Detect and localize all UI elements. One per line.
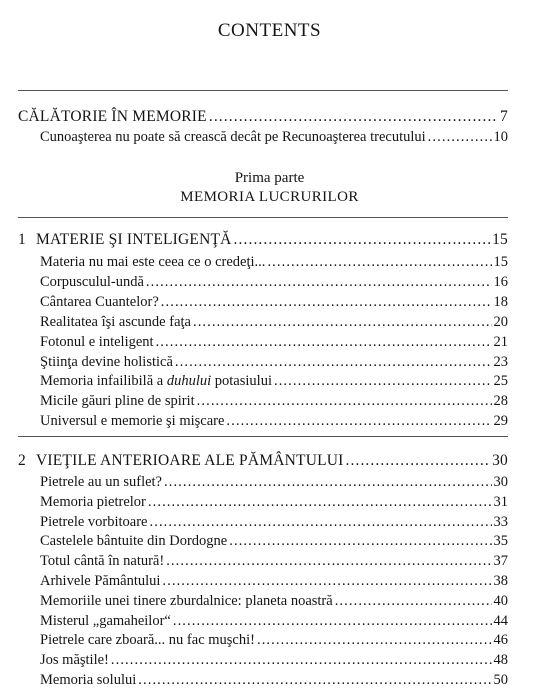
toc-subentry — [40, 553, 508, 570]
leader-dots — [175, 354, 492, 371]
subentry-text: Fotonul e inteligent — [40, 333, 154, 350]
subentry-page: 25 — [493, 373, 508, 390]
leader-dots — [161, 294, 492, 311]
subentry-page: 31 — [493, 493, 508, 510]
toc-subentry — [40, 314, 508, 331]
subentry-label — [40, 494, 146, 511]
subentry-label — [40, 652, 109, 669]
intro-entry — [18, 108, 508, 125]
chapter-entry — [18, 231, 508, 248]
subentry-label — [40, 474, 162, 491]
subentry-text: Universul e memorie şi mişcare — [40, 413, 225, 430]
subentry-page: 37 — [493, 553, 508, 570]
subentry-text: Corpusculul-undă — [40, 273, 144, 290]
toc-subentry — [40, 652, 508, 669]
chapter-title: VIEŢILE ANTERIOARE ALE PĂMÂNTULUI — [36, 452, 344, 469]
chapter-page: 15 — [492, 231, 508, 248]
leader-dots — [162, 573, 491, 590]
subentry-text: Memoria infailibilă a — [40, 373, 167, 390]
top-divider — [18, 90, 508, 91]
intro-subentry — [40, 129, 508, 146]
subentry-emphasis: duhului — [166, 373, 212, 390]
subentry-label — [40, 553, 164, 570]
subentry-page: 10 — [493, 129, 508, 145]
subentry-page: 46 — [493, 632, 508, 649]
leader-dots — [209, 108, 498, 125]
leader-dots — [234, 231, 491, 248]
leader-dots — [197, 393, 492, 410]
toc-subentry — [40, 533, 508, 550]
toc-subentry — [40, 354, 508, 371]
toc-subentry — [40, 593, 508, 610]
subentry-text: Memoria pietrelor — [40, 493, 146, 510]
subentry-page: 38 — [493, 573, 508, 589]
leader-dots — [193, 314, 492, 331]
subentry-label — [40, 274, 144, 291]
page-title: CONTENTS — [217, 20, 322, 41]
chapter-number: 2 — [18, 452, 26, 469]
subentry-label — [40, 354, 173, 371]
leader-dots — [346, 452, 491, 469]
subentry-label — [40, 593, 333, 610]
leader-dots — [257, 632, 492, 649]
subentry-text: Memoria solului — [40, 672, 137, 688]
leader-dots — [138, 672, 491, 689]
subentry-page: 23 — [493, 353, 508, 370]
subentry-page: 29 — [493, 413, 508, 430]
toc-subentry — [40, 672, 508, 689]
leader-dots — [173, 613, 492, 630]
leader-dots — [150, 514, 492, 531]
subentry-text: Totul cântă în natură! — [40, 553, 165, 570]
leader-dots — [166, 553, 491, 570]
subentry-text: Realitatea îşi ascunde faţa — [40, 313, 191, 330]
subentry-label — [40, 254, 265, 271]
subentry-text: Pietrele vorbitoare — [40, 513, 148, 530]
subentry-page: 16 — [493, 273, 508, 290]
leader-dots — [335, 593, 492, 610]
subentry-label — [40, 314, 191, 331]
subentry-text: Misterul „gamaheilor“ — [40, 612, 171, 629]
subentry-text: Cântarea Cuantelor? — [40, 293, 159, 310]
subentry-text: Jos măştile! — [40, 652, 109, 669]
subentry-label — [40, 373, 272, 390]
subentry-page: 50 — [493, 672, 508, 688]
subentry-page: 30 — [493, 474, 508, 490]
leader-dots — [164, 474, 492, 491]
subentry-page: 18 — [493, 293, 508, 310]
part-divider — [18, 217, 508, 218]
subentry-page: 44 — [493, 612, 508, 629]
subentry-page: 20 — [493, 313, 508, 330]
subentry-label — [40, 393, 195, 410]
toc-subentry — [40, 334, 508, 351]
toc-subentry — [40, 514, 508, 531]
subentry-text: Castelele bântuite din Dordogne — [40, 533, 228, 550]
subentry-text: Pietrele au un suflet? — [40, 474, 162, 490]
leader-dots — [229, 533, 491, 550]
subentry-label — [40, 294, 159, 311]
subentry-label — [40, 334, 154, 351]
toc-subentry — [40, 393, 508, 410]
subentry-label — [40, 573, 160, 590]
subentry-text: Micile găuri pline de spirit — [40, 393, 195, 410]
toc-subentry — [40, 294, 508, 311]
subentry-label — [40, 672, 136, 689]
subentry-text-tail: potasiului — [211, 373, 272, 390]
toc-subentry — [40, 413, 508, 430]
leader-dots — [267, 254, 491, 271]
toc-subentry — [40, 373, 508, 390]
subentry-page: 48 — [493, 652, 508, 669]
subentry-label — [40, 533, 227, 550]
subentry-page: 35 — [493, 533, 508, 550]
subentry-page: 15 — [493, 254, 508, 270]
leader-dots — [148, 494, 492, 511]
leader-dots — [156, 334, 492, 351]
part-label: Prima parte — [234, 170, 305, 186]
subentry-text: Materia nu mai este ceea ce o credeţi... — [40, 254, 266, 270]
toc-subentry — [40, 632, 508, 649]
subentry-page: 40 — [493, 592, 508, 609]
subentry-label — [40, 632, 255, 649]
subentry-text: Pietrele care zboară... nu fac muşchi! — [40, 632, 255, 649]
subentry-label: Cunoaşterea nu poate să crească decât pe Recunoaşterea trecutului — [40, 129, 426, 145]
toc-subentry — [40, 573, 508, 590]
subentry-text: Ştiinţa devine holistică — [40, 353, 173, 370]
chapter-divider — [18, 436, 508, 437]
leader-dots — [226, 413, 491, 430]
toc-subentry — [40, 254, 508, 271]
intro-title: CĂLĂTORIE ÎN MEMORIE — [18, 108, 207, 125]
subentry-text: Memoriile unei tinere zburdalnice: planeta noastră — [40, 592, 333, 609]
toc-subentry — [40, 613, 508, 630]
subentry-label — [40, 413, 224, 430]
chapter-entry — [18, 452, 508, 469]
subentry-text: Arhivele Pământului — [40, 573, 161, 589]
chapter-page: 30 — [492, 452, 508, 469]
leader-dots — [274, 373, 492, 390]
subentry-page: 28 — [493, 393, 508, 410]
toc-subentry — [40, 474, 508, 491]
subentry-label — [40, 514, 148, 531]
leader-dots — [146, 274, 492, 291]
toc-subentry — [40, 494, 508, 511]
intro-page: 7 — [500, 108, 508, 125]
part-title: MEMORIA LUCRURILOR — [180, 189, 359, 205]
subentry-page: 21 — [493, 333, 508, 350]
subentry-label — [40, 613, 171, 630]
chapter-title: MATERIE ŞI INTELIGENŢĂ — [36, 231, 232, 248]
toc-subentry — [40, 274, 508, 291]
leader-dots — [111, 652, 492, 669]
subentry-page: 33 — [493, 513, 508, 530]
leader-dots — [428, 129, 492, 146]
chapter-number: 1 — [18, 231, 26, 248]
